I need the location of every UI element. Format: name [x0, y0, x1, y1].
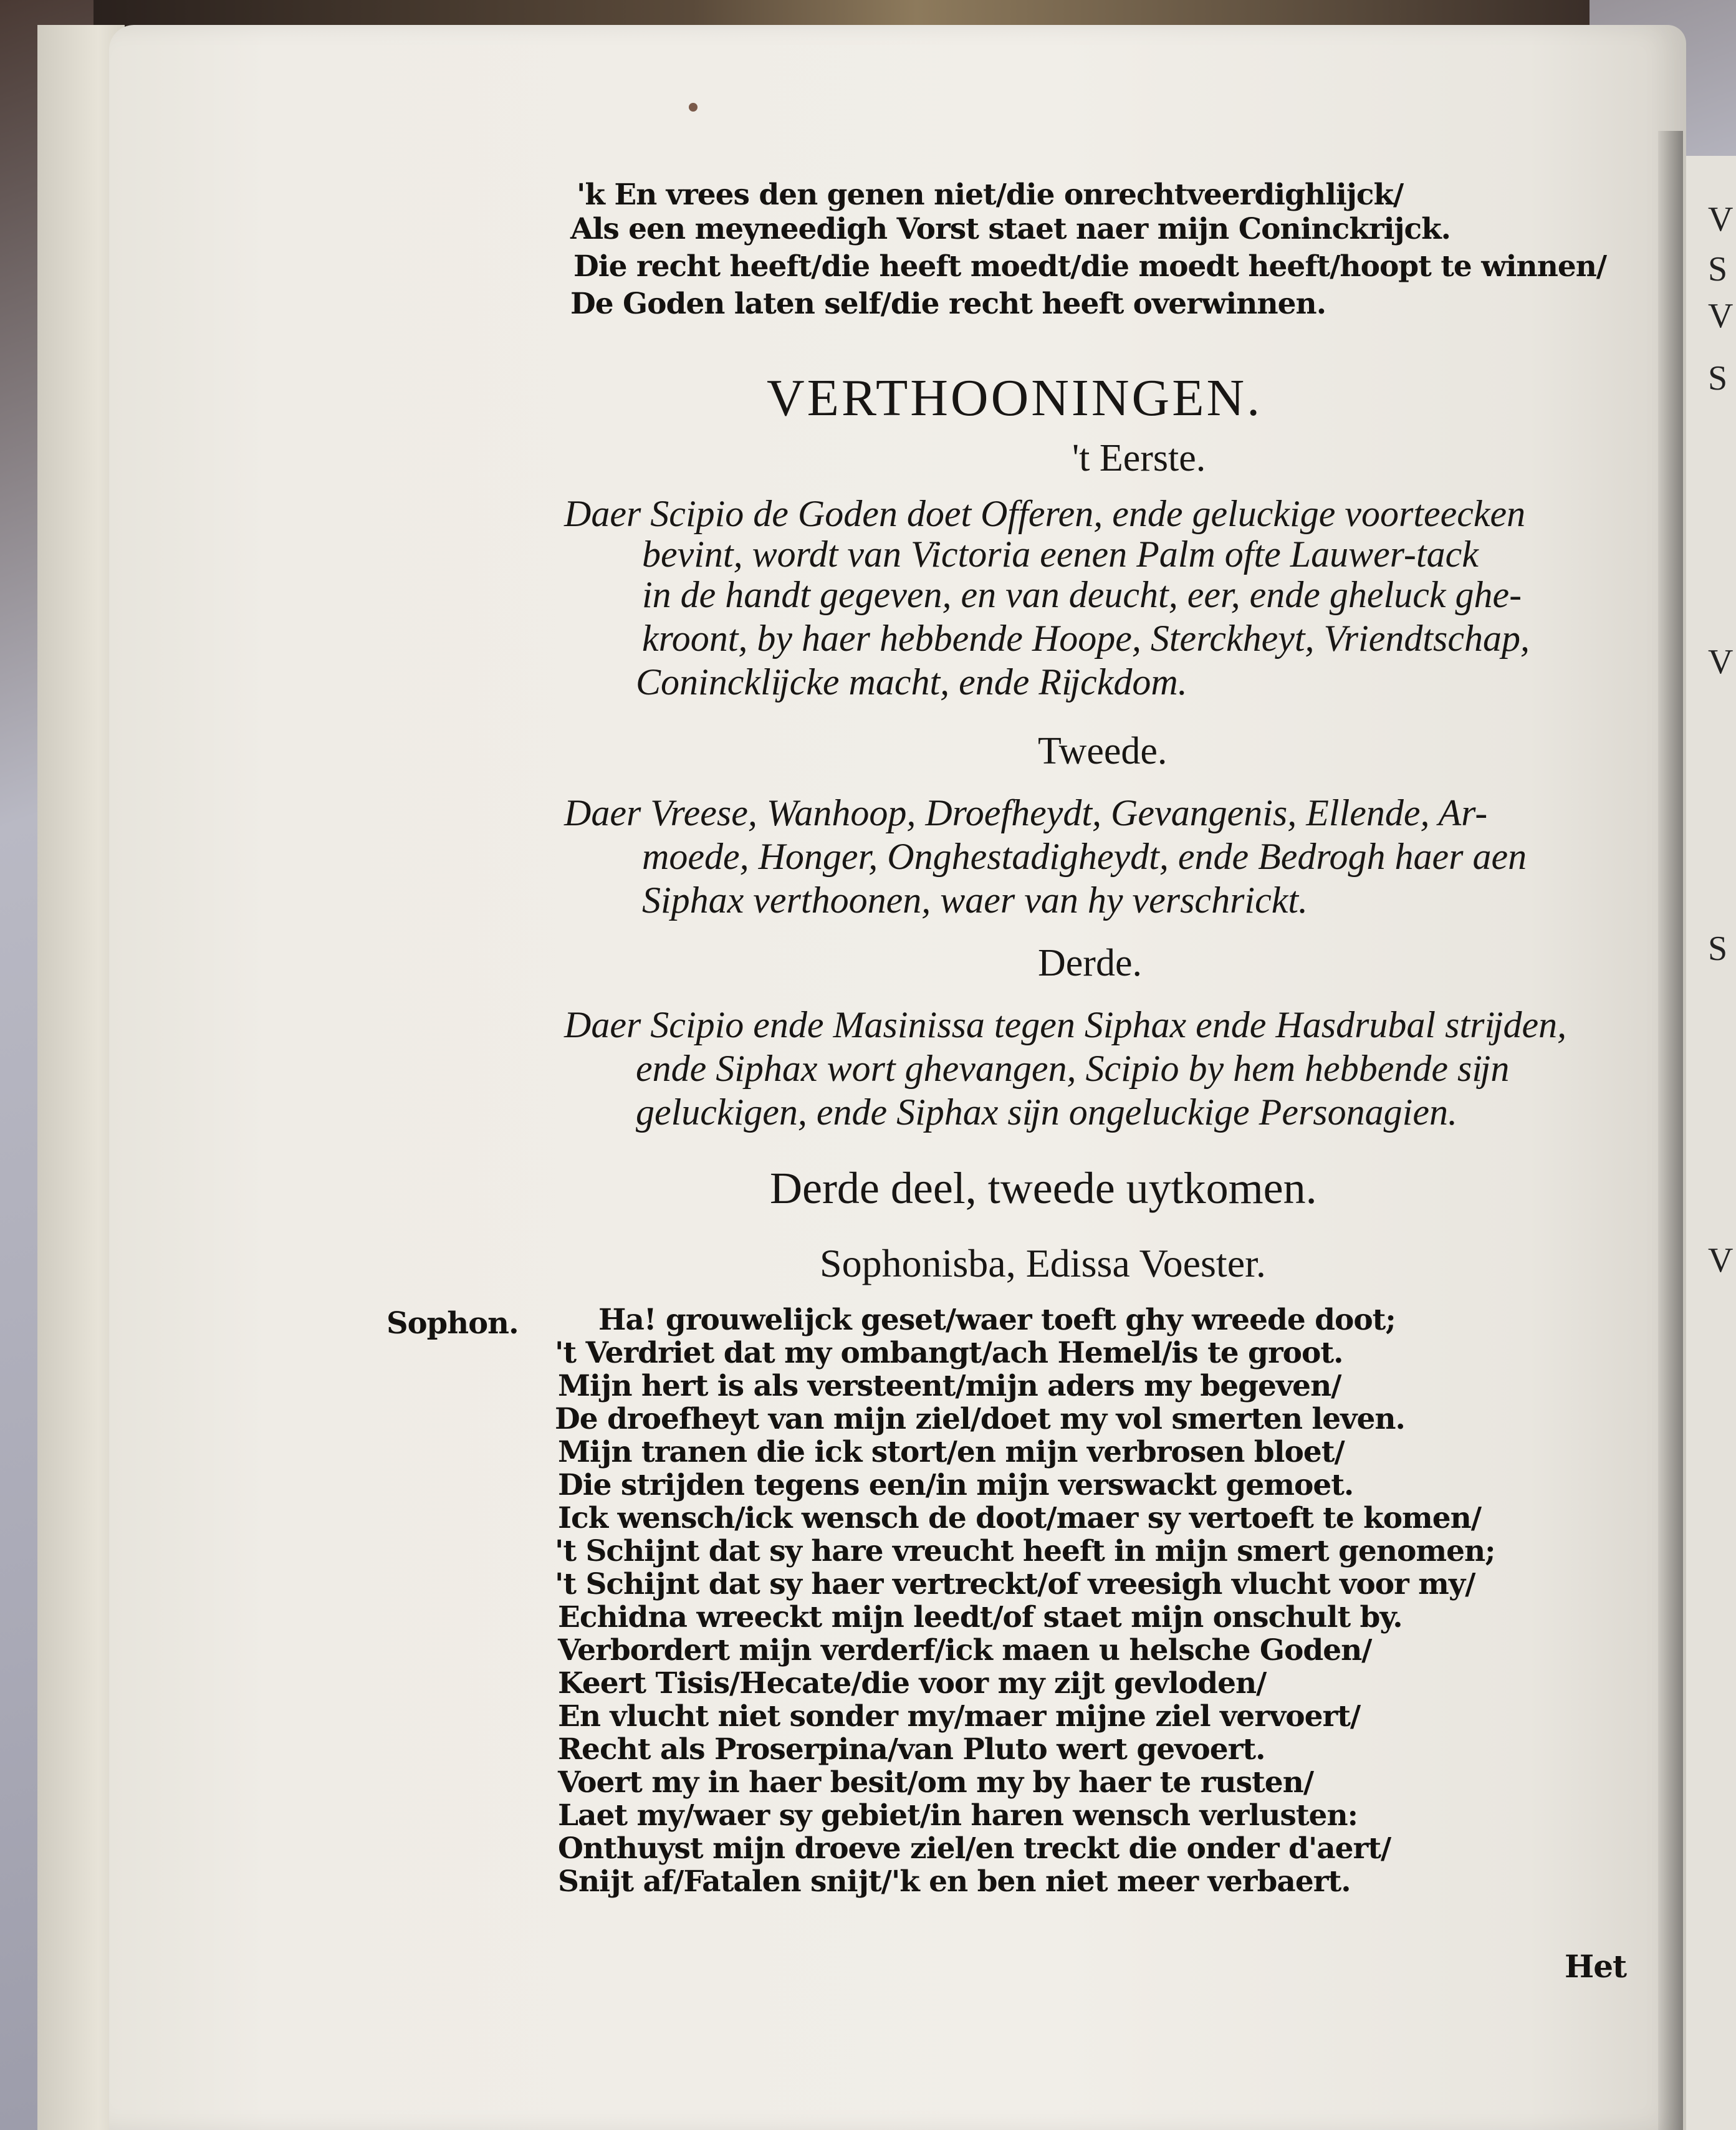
speech-line: 't Schĳnt dat sy hare vreucht heeft in mĳn smert genomen;	[555, 1534, 1495, 1568]
description-line: Conincklĳcke macht, ende Rĳckdom.	[636, 661, 1187, 703]
facing-page-letter: V	[1708, 200, 1734, 239]
description-line: bevint, wordt van Victoria eenen Palm ofte Lauwer-tack	[642, 534, 1479, 575]
speech-line: Snĳt af/Fatalen snĳt/'k en ben niet meer verbaert.	[558, 1864, 1351, 1899]
scene-heading-second: Tweede.	[1038, 730, 1168, 772]
speech-line: Mĳn tranen die ick stort/en mĳn verbrosen bloet/	[558, 1435, 1345, 1469]
speech-line: Mĳn hert is als versteent/mĳn aders my begeven/	[558, 1369, 1341, 1403]
speech-line: Recht als Proserpina/van Pluto wert gevoert.	[558, 1732, 1265, 1767]
verse-line: 'k En vrees den genen niet/die onrechtveerdighlijck/	[577, 178, 1404, 212]
ink-spot	[689, 103, 698, 112]
description-line: in de handt gegeven, en van deucht, eer, ende gheluck ghe-	[642, 574, 1522, 615]
description-line: moede, Honger, Onghestadigheydt, ende Bedrogh haer aen	[642, 836, 1527, 877]
book-gutter	[1658, 131, 1683, 2130]
speech-line: Ick wensch/ick wensch de doot/maer sy vertoeft te komen/	[558, 1501, 1482, 1535]
speech-line: Verbordert mĳn verderf/ick maen u helsche Goden/	[558, 1633, 1372, 1667]
speech-line: Die strĳden tegens een/in mĳn verswackt gemoet.	[558, 1468, 1354, 1502]
description-line: kroont, by haer hebbende Hoope, Sterckheyt, Vriendtschap,	[642, 618, 1530, 659]
speech-line: Keert Tisis/Hecate/die voor my zĳt gevloden/	[558, 1666, 1267, 1701]
speech-line: 't Schĳnt dat sy haer vertreckt/of vreesigh vlucht voor my/	[555, 1567, 1475, 1601]
speech-line: Voert my in haer besit/om my by haer te rusten/	[558, 1765, 1313, 1800]
speech-line: Onthuyst mĳn droeve ziel/en treckt die onder d'aert/	[558, 1831, 1391, 1866]
catchword: Het	[1565, 1948, 1627, 1985]
verse-line: Die recht heeft/die heeft moedt/die moedt heeft/hoopt te winnen/	[573, 249, 1607, 284]
speaker-label: Sophon.	[386, 1306, 519, 1341]
cast-heading: Sophonisba, Edissa Voester.	[820, 1241, 1266, 1285]
description-line: geluckigen, ende Siphax sĳn ongeluckige Personagien.	[636, 1091, 1457, 1133]
verse-line: Als een meyneedigh Vorst staet naer mijn Coninckrijck.	[570, 212, 1451, 246]
facing-page-letter: S	[1708, 250, 1728, 289]
facing-page-letter: S	[1708, 359, 1728, 398]
speech-line: Echidna wreeckt mĳn leedt/of staet mĳn onschult by.	[558, 1600, 1403, 1634]
description-line: ende Siphax wort ghevangen, Scipio by hem hebbende sĳn	[636, 1048, 1510, 1089]
facing-page-letter: V	[1708, 1241, 1734, 1280]
speech-line: Laet my/waer sy gebiet/in haren wensch verlusten:	[558, 1798, 1358, 1833]
facing-page-letter: V	[1708, 297, 1734, 335]
scene-heading-first: 't Eerste.	[1072, 437, 1206, 479]
description-line: Daer Vreese, Wanhoop, Droefheydt, Gevangenis, Ellende, Ar-	[564, 792, 1488, 833]
facing-page-letter: V	[1708, 643, 1734, 681]
description-line: Daer Scipio ende Masinissa tegen Siphax ende Hasdrubal strĳden,	[564, 1004, 1567, 1045]
part-heading: Derde deel, tweede uytkomen.	[770, 1163, 1317, 1213]
speech-line: Ha! grouwelĳck geset/waer toeft ghy wreede doot;	[598, 1303, 1396, 1337]
facing-page-letter: S	[1708, 929, 1728, 968]
speech-line: 't Verdriet dat my ombangt/ach Hemel/is te groot.	[555, 1336, 1343, 1370]
description-line: Daer Scipio de Goden doet Offeren, ende geluckige voorteecken	[564, 493, 1526, 534]
section-title: VERTHOONINGEN.	[767, 369, 1263, 427]
description-line: Siphax verthoonen, waer van hy verschrickt.	[642, 880, 1308, 921]
scene-heading-third: Derde.	[1038, 942, 1142, 984]
facing-page	[1686, 156, 1736, 2130]
speech-line: En vlucht niet sonder my/maer mĳne ziel vervoert/	[558, 1699, 1361, 1734]
speech-line: De droefheyt van mĳn ziel/doet my vol smerten leven.	[555, 1402, 1405, 1436]
verse-line: De Goden laten self/die recht heeft overwinnen.	[570, 287, 1326, 321]
